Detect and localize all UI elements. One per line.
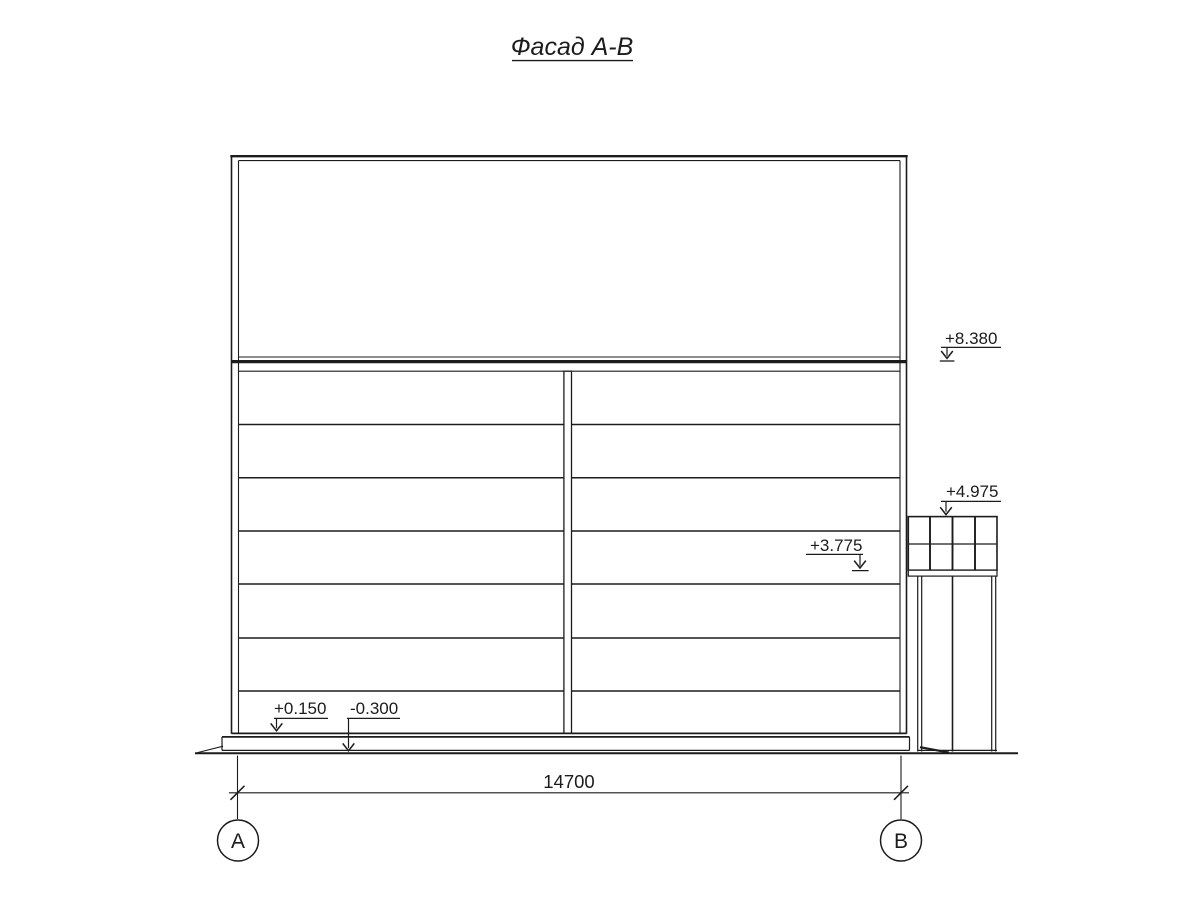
axis-label-b: В: [893, 830, 909, 853]
elevation-mark-roof: [940, 329, 1001, 361]
canopy-structure: [908, 517, 997, 753]
elevation-mark-ground: [343, 699, 400, 751]
drawing-title: Фасад А-В: [510, 33, 634, 61]
elevation-mark-canopy-top: [940, 482, 1001, 515]
plinth: [222, 733, 910, 750]
elevation-mark-canopy-underside: [806, 536, 869, 571]
siding-wall: [239, 371, 901, 733]
elevation-mark-plinth-top: [271, 699, 328, 731]
ground-slope-line: [198, 746, 224, 752]
elevation-label-plinth-top: +0.150: [274, 699, 327, 718]
elevation-label-canopy-underside: +3.775: [810, 536, 863, 555]
axis-bubble-a: [218, 820, 259, 861]
drawing-title-block: [511, 33, 634, 61]
plinth-side-lines: [222, 737, 910, 751]
elevation-label-roof: +8.380: [945, 329, 998, 348]
axis-label-a: А: [230, 830, 246, 853]
elevation-label-ground: -0.300: [350, 699, 399, 718]
dimension-label: 14700: [543, 771, 595, 792]
canopy-posts: [918, 576, 996, 751]
canopy-fascia-band: [908, 570, 997, 576]
elevation-label-canopy-top: +4.975: [946, 482, 999, 501]
wall-center-joint: [564, 371, 572, 733]
leader-line: [806, 554, 863, 565]
gable-panel: [231, 357, 907, 362]
axis-bubble-b: [881, 820, 922, 861]
dimension-overall-width: [229, 756, 909, 819]
